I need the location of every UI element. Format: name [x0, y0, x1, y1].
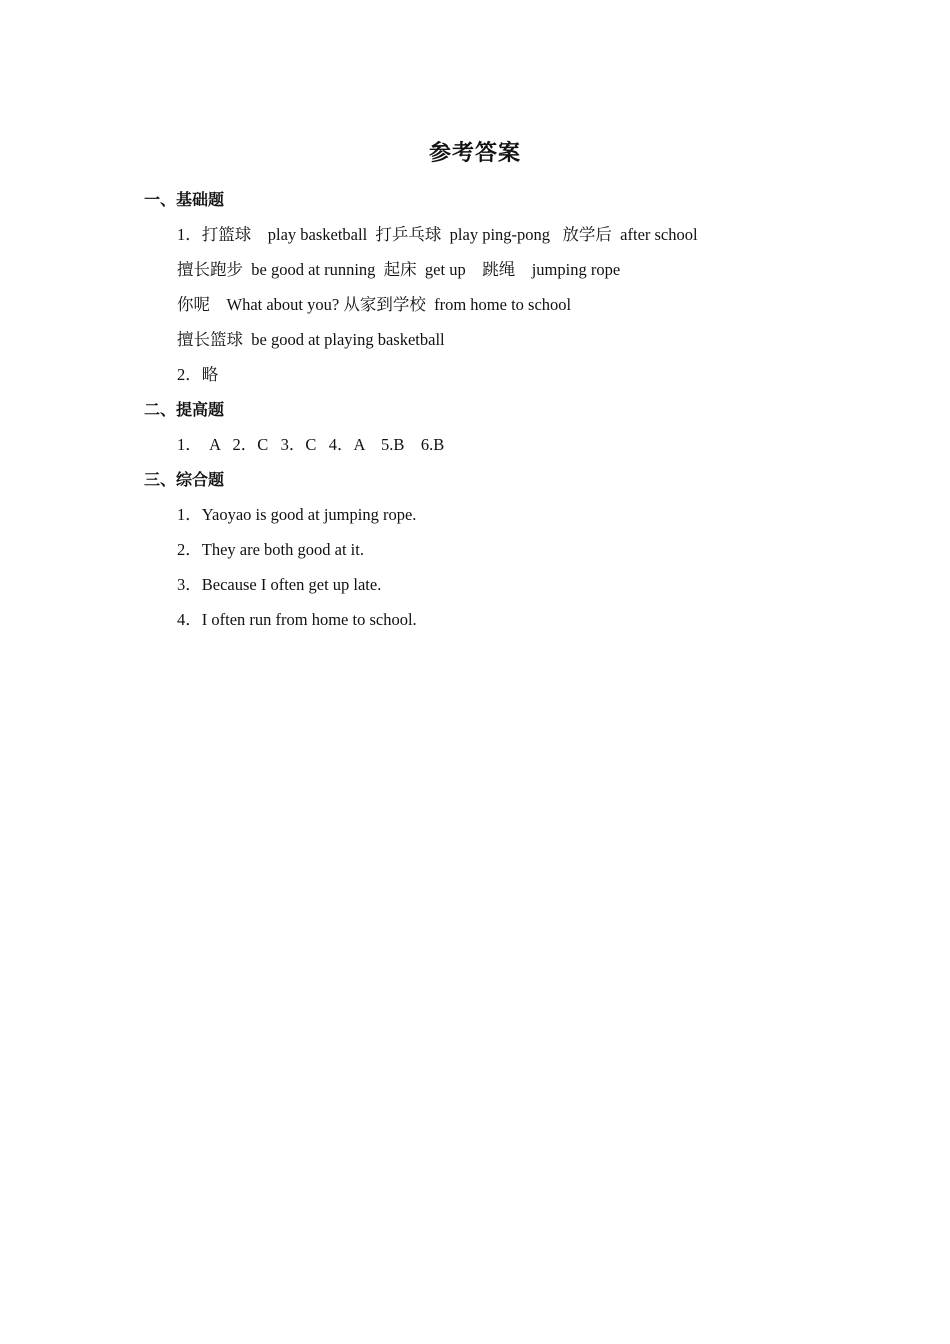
answer-line: 擅长篮球 be good at playing basketball: [177, 330, 445, 349]
answer-line: 2．略: [177, 365, 219, 384]
answer-line: 3．Because I often get up late.: [177, 575, 382, 594]
answer-line: 4．I often run from home to school.: [177, 610, 417, 629]
answer-line: 2．They are both good at it.: [177, 540, 364, 559]
page-title: 参考答案: [428, 140, 521, 165]
section-heading-basic: 一、基础题: [144, 192, 225, 209]
answer-line: 擅长跑步 be good at running 起床 get up 跳绳 jumping rope: [177, 260, 621, 279]
answer-line: 1． A 2．C 3．C 4．A 5.B 6.B: [177, 435, 445, 454]
section-heading-advanced: 二、提高题: [144, 402, 225, 419]
section-heading-comprehensive: 三、综合题: [144, 472, 225, 489]
answer-line: 1．Yaoyao is good at jumping rope.: [177, 505, 417, 524]
answer-line: 1．打篮球 play basketball 打乒乓球 play ping-pong 放学后 after school: [177, 225, 698, 244]
answer-line: 你呢 What about you? 从家到学校 from home to school: [177, 295, 572, 314]
